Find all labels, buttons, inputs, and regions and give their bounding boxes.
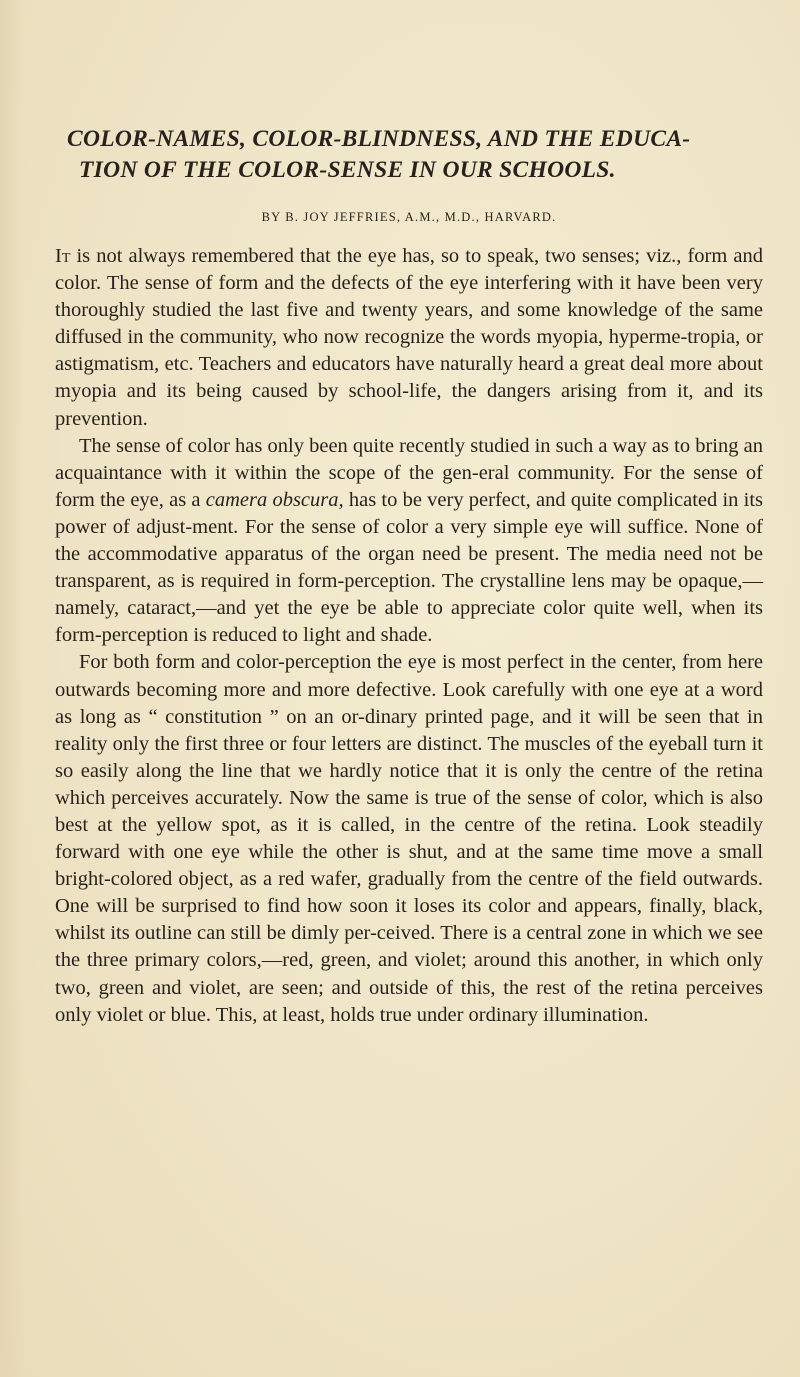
binding-edge-shadow — [0, 0, 24, 1377]
paragraph-2 — [55, 433, 763, 650]
title-line-2: TION OF THE COLOR-SENSE IN OUR SCHOOLS. — [79, 157, 616, 183]
title-line-1: COLOR-NAMES, COLOR-BLINDNESS, AND THE EDUCA- — [67, 126, 691, 152]
paragraph-text: For both form and color-perception the eye is most perfect in the center, from here outwards becoming more and more defective. Look carefully with one eye at a word as long as “ constitution ” on an or-dinary printed page, and it will be seen that in reality only the first three or four letters are distinct. The muscles of the eyeball turn it so easily along the line that we hardly notice that it is only the centre of the retina which perceives accurately. Now the same is true of the sense of color, which is also best at the yellow spot, as it is called, in the centre of the retina. Look steadily forward with one eye while the other is shut, and at the same time move a small bright-colored object, as a red wafer, gradually from the centre of the field outwards. One will be surprised to find how soon it loses its color and appears, finally, black, whilst its outline can still be dimly per-ceived. There is a central zone in which we see the three primary colors,—red, green, and violet; around this another, in which only two, green and violet, are seen; and outside of this, the rest of the retina perceives only violet or blue. This, at least, holds true under ordinary illumination. — [55, 651, 763, 1026]
article — [55, 124, 763, 1029]
paragraph-1 — [55, 243, 763, 433]
paragraph-italic: camera obscura, — [205, 488, 344, 511]
article-body — [55, 243, 763, 1029]
paragraph-lead: It — [55, 245, 71, 267]
article-title — [67, 124, 763, 186]
paragraph-text-b: has to be very perfect, and quite complicated in its power of adjust-ment. For the sense of color a very simple eye will suffice. None of the accommodative apparatus of the organ need be present. The media need not be transparent, as is required in form-perception. The crystalline lens may be opaque,—namely, cataract,—and yet the eye be able to appreciate color quite well, when its form-perception is reduced to light and shade. — [55, 488, 763, 647]
paragraph-3 — [55, 649, 763, 1028]
paragraph-text: is not always remembered that the eye has, so to speak, two senses; viz., form and color. The sense of form and the defects of the eye interfering with it have been very thoroughly studied the last five and twenty years, and some knowledge of the same diffused in the community, who now recognize the words myopia, hyperme-tropia, or astigmatism, etc. Teachers and educators have naturally heard a great deal more about myopia and its being caused by school-life, the dangers arising from it, and its prevention. — [55, 245, 763, 430]
byline: BY B. JOY JEFFRIES, A.M., M.D., HARVARD. — [261, 210, 557, 224]
paragraph-text-a: The sense of color has only been quite recently studied in such a way as to bring an acquaintance with it within the scope of the gen-eral community. For the sense of form the eye, as a — [55, 434, 763, 511]
